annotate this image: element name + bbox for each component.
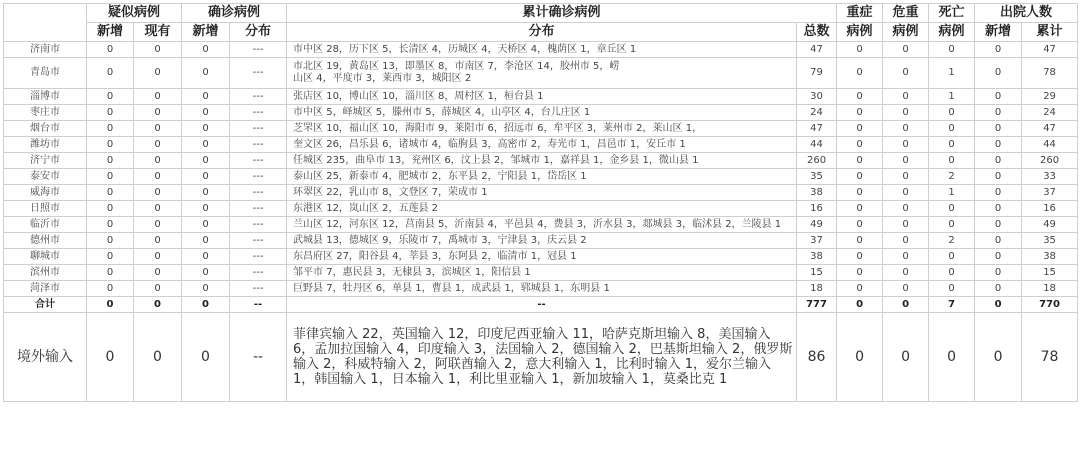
confirmed-new: 0 — [182, 89, 230, 105]
header-discharged: 出院人数 — [975, 4, 1078, 23]
subheader-severe: 病例 — [837, 23, 883, 42]
cumulative-distribution: 市中区 5，峄城区 5，滕州市 5，薛城区 4，山亭区 4，台儿庄区 1 — [287, 105, 797, 121]
city-name: 泰安市 — [4, 169, 87, 185]
discharged-new: 0 — [975, 58, 1022, 89]
severe-count: 0 — [837, 265, 883, 281]
suspected-existing: 0 — [134, 105, 182, 121]
confirmed-new: 0 — [182, 42, 230, 58]
severe-count: 0 — [837, 89, 883, 105]
confirmed-new: 0 — [182, 153, 230, 169]
critical-count: 0 — [883, 313, 929, 402]
confirmed-distribution: --- — [230, 217, 287, 233]
discharged-cumulative: 18 — [1022, 281, 1078, 297]
suspected-existing: 0 — [134, 217, 182, 233]
critical-count: 0 — [883, 89, 929, 105]
subheader-discharged-cumulative: 累计 — [1022, 23, 1078, 42]
discharged-cumulative: 37 — [1022, 185, 1078, 201]
critical-count: 0 — [883, 121, 929, 137]
discharged-new: 0 — [975, 201, 1022, 217]
severe-count: 0 — [837, 121, 883, 137]
cumulative-distribution: 巨野县 7，牡丹区 6，单县 1，曹县 1，成武县 1，郓城县 1，东明县 1 — [287, 281, 797, 297]
confirmed-new: 0 — [182, 169, 230, 185]
confirmed-distribution: --- — [230, 105, 287, 121]
severe-count: 0 — [837, 233, 883, 249]
discharged-cumulative: 16 — [1022, 201, 1078, 217]
suspected-existing: 0 — [134, 233, 182, 249]
death-count: 2 — [929, 233, 975, 249]
confirmed-distribution: --- — [230, 281, 287, 297]
suspected-existing: 0 — [134, 42, 182, 58]
cumulative-total: 16 — [797, 201, 837, 217]
subheader-confirmed-new: 新增 — [182, 23, 230, 42]
suspected-existing: 0 — [134, 169, 182, 185]
critical-count: 0 — [883, 153, 929, 169]
table-body — [4, 42, 1078, 402]
discharged-cumulative: 770 — [1022, 297, 1078, 313]
discharged-new: 0 — [975, 121, 1022, 137]
discharged-new: 0 — [975, 169, 1022, 185]
cumulative-distribution: 市北区 19，黄岛区 13，即墨区 8，市南区 7，李沧区 14，胶州市 5，崂山区 4，平度市 3，莱西市 3，城阳区 2 — [287, 58, 797, 89]
critical-count: 0 — [883, 105, 929, 121]
suspected-new: 0 — [87, 169, 134, 185]
total-row — [4, 297, 1078, 313]
table-row — [4, 281, 1078, 297]
suspected-existing: 0 — [134, 281, 182, 297]
city-name: 临沂市 — [4, 217, 87, 233]
table-row — [4, 233, 1078, 249]
severe-count: 0 — [837, 105, 883, 121]
severe-count: 0 — [837, 185, 883, 201]
discharged-cumulative: 24 — [1022, 105, 1078, 121]
cumulative-total: 86 — [797, 313, 837, 402]
discharged-new: 0 — [975, 105, 1022, 121]
critical-count: 0 — [883, 42, 929, 58]
discharged-new: 0 — [975, 42, 1022, 58]
suspected-existing: 0 — [134, 121, 182, 137]
discharged-new: 0 — [975, 297, 1022, 313]
suspected-new: 0 — [87, 313, 134, 402]
confirmed-distribution: --- — [230, 185, 287, 201]
suspected-new: 0 — [87, 42, 134, 58]
suspected-existing: 0 — [134, 185, 182, 201]
cumulative-total: 18 — [797, 281, 837, 297]
severe-count: 0 — [837, 58, 883, 89]
confirmed-distribution: --- — [230, 169, 287, 185]
cumulative-distribution: 邹平市 7，惠民县 3，无棣县 3，滨城区 1，阳信县 1 — [287, 265, 797, 281]
cumulative-total: 38 — [797, 249, 837, 265]
confirmed-distribution: --- — [230, 249, 287, 265]
cumulative-distribution: 武城县 13，德城区 9，乐陵市 7，禹城市 3，宁津县 3，庆云县 2 — [287, 233, 797, 249]
table-row — [4, 217, 1078, 233]
cumulative-distribution: 东港区 12，岚山区 2，五莲县 2 — [287, 201, 797, 217]
suspected-new: 0 — [87, 58, 134, 89]
confirmed-distribution: --- — [230, 42, 287, 58]
death-count: 1 — [929, 185, 975, 201]
confirmed-new: 0 — [182, 297, 230, 313]
death-count: 0 — [929, 217, 975, 233]
death-count: 0 — [929, 153, 975, 169]
confirmed-new: 0 — [182, 265, 230, 281]
death-count: 0 — [929, 137, 975, 153]
cumulative-total: 37 — [797, 233, 837, 249]
severe-count: 0 — [837, 169, 883, 185]
table-row — [4, 169, 1078, 185]
critical-count: 0 — [883, 58, 929, 89]
suspected-new: 0 — [87, 137, 134, 153]
header-cumulative: 累计确诊病例 — [287, 4, 837, 23]
discharged-cumulative: 29 — [1022, 89, 1078, 105]
suspected-existing: 0 — [134, 58, 182, 89]
subheader-suspected-existing: 现有 — [134, 23, 182, 42]
suspected-new: 0 — [87, 153, 134, 169]
confirmed-distribution: --- — [230, 153, 287, 169]
city-name: 德州市 — [4, 233, 87, 249]
city-name: 聊城市 — [4, 249, 87, 265]
total-label: 合计 — [4, 297, 87, 313]
cumulative-distribution: 任城区 235，曲阜市 13，兖州区 6，汶上县 2，邹城市 1，嘉祥县 1，金乡县 1，微山县 1 — [287, 153, 797, 169]
cumulative-distribution: 兰山区 12，河东区 12，莒南县 5，沂南县 4，平邑县 4，费县 3，沂水县 3，郯城县 3，临沭县 2，兰陵县 1 — [287, 217, 797, 233]
death-count: 7 — [929, 297, 975, 313]
header-severe-top: 重症 — [837, 4, 883, 23]
cumulative-distribution: 芝罘区 10，福山区 10，海阳市 9，莱阳市 6，招远市 6，牟平区 3，莱州市 2，莱山区 1， — [287, 121, 797, 137]
table-row — [4, 137, 1078, 153]
critical-count: 0 — [883, 297, 929, 313]
suspected-new: 0 — [87, 89, 134, 105]
severe-count: 0 — [837, 201, 883, 217]
suspected-new: 0 — [87, 105, 134, 121]
critical-count: 0 — [883, 185, 929, 201]
table-row — [4, 58, 1078, 89]
suspected-new: 0 — [87, 121, 134, 137]
discharged-new: 0 — [975, 313, 1022, 402]
confirmed-new: 0 — [182, 281, 230, 297]
discharged-cumulative: 38 — [1022, 249, 1078, 265]
cumulative-distribution: 东昌府区 27，阳谷县 4，莘县 3，东阿县 2，临清市 1，冠县 1 — [287, 249, 797, 265]
cumulative-total: 777 — [797, 297, 837, 313]
suspected-new: 0 — [87, 297, 134, 313]
discharged-cumulative: 15 — [1022, 265, 1078, 281]
city-name: 枣庄市 — [4, 105, 87, 121]
city-name: 济宁市 — [4, 153, 87, 169]
city-name: 烟台市 — [4, 121, 87, 137]
city-name: 济南市 — [4, 42, 87, 58]
suspected-new: 0 — [87, 249, 134, 265]
suspected-existing: 0 — [134, 249, 182, 265]
header-critical-top: 危重 — [883, 4, 929, 23]
severe-count: 0 — [837, 137, 883, 153]
suspected-new: 0 — [87, 201, 134, 217]
confirmed-distribution: --- — [230, 121, 287, 137]
cumulative-distribution: 环翠区 22，乳山市 8，文登区 7，荣成市 1 — [287, 185, 797, 201]
cumulative-total: 38 — [797, 185, 837, 201]
cumulative-distribution: 泰山区 25，新泰市 4，肥城市 2，东平县 2，宁阳县 1，岱岳区 1 — [287, 169, 797, 185]
confirmed-distribution: --- — [230, 201, 287, 217]
death-count: 0 — [929, 281, 975, 297]
city-name: 青岛市 — [4, 58, 87, 89]
confirmed-new: 0 — [182, 233, 230, 249]
cumulative-total: 47 — [797, 121, 837, 137]
suspected-new: 0 — [87, 217, 134, 233]
death-count: 0 — [929, 201, 975, 217]
discharged-new: 0 — [975, 233, 1022, 249]
subheader-total: 总数 — [797, 23, 837, 42]
confirmed-distribution: --- — [230, 233, 287, 249]
discharged-cumulative: 44 — [1022, 137, 1078, 153]
table-row — [4, 89, 1078, 105]
subheader-death: 病例 — [929, 23, 975, 42]
suspected-existing: 0 — [134, 153, 182, 169]
death-count: 0 — [929, 313, 975, 402]
discharged-new: 0 — [975, 217, 1022, 233]
death-count: 0 — [929, 42, 975, 58]
suspected-existing: 0 — [134, 137, 182, 153]
discharged-new: 0 — [975, 89, 1022, 105]
severe-count: 0 — [837, 42, 883, 58]
suspected-new: 0 — [87, 233, 134, 249]
table-row — [4, 201, 1078, 217]
discharged-cumulative: 78 — [1022, 313, 1078, 402]
imported-row — [4, 313, 1078, 402]
corner-cell — [4, 4, 87, 42]
suspected-new: 0 — [87, 265, 134, 281]
suspected-existing: 0 — [134, 297, 182, 313]
cumulative-total: 44 — [797, 137, 837, 153]
confirmed-new: 0 — [182, 105, 230, 121]
confirmed-new: 0 — [182, 137, 230, 153]
cumulative-distribution: 张店区 10，博山区 10，淄川区 8，周村区 1，桓台县 1 — [287, 89, 797, 105]
table-row — [4, 153, 1078, 169]
discharged-new: 0 — [975, 249, 1022, 265]
confirmed-new: 0 — [182, 121, 230, 137]
discharged-new: 0 — [975, 185, 1022, 201]
suspected-new: 0 — [87, 185, 134, 201]
severe-count: 0 — [837, 281, 883, 297]
subheader-discharged-new: 新增 — [975, 23, 1022, 42]
table-row — [4, 105, 1078, 121]
discharged-cumulative: 49 — [1022, 217, 1078, 233]
confirmed-distribution: -- — [230, 297, 287, 313]
severe-count: 0 — [837, 297, 883, 313]
confirmed-distribution: --- — [230, 265, 287, 281]
imported-label: 境外输入 — [4, 313, 87, 402]
death-count: 0 — [929, 121, 975, 137]
city-name: 日照市 — [4, 201, 87, 217]
subheader-suspected-new: 新增 — [87, 23, 134, 42]
cumulative-total: 49 — [797, 217, 837, 233]
city-name: 威海市 — [4, 185, 87, 201]
death-count: 0 — [929, 265, 975, 281]
cumulative-total: 260 — [797, 153, 837, 169]
table-row — [4, 185, 1078, 201]
severe-count: 0 — [837, 217, 883, 233]
city-name: 滨州市 — [4, 265, 87, 281]
table-row — [4, 265, 1078, 281]
subheader-critical: 病例 — [883, 23, 929, 42]
critical-count: 0 — [883, 281, 929, 297]
confirmed-new: 0 — [182, 249, 230, 265]
death-count: 1 — [929, 58, 975, 89]
header-suspected: 疑似病例 — [87, 4, 182, 23]
covid-statistics-table — [3, 3, 1078, 402]
table-row — [4, 121, 1078, 137]
confirmed-new: 0 — [182, 58, 230, 89]
death-count: 1 — [929, 89, 975, 105]
death-count: 2 — [929, 169, 975, 185]
header-confirmed: 确诊病例 — [182, 4, 287, 23]
confirmed-distribution: --- — [230, 137, 287, 153]
table-row — [4, 249, 1078, 265]
severe-count: 0 — [837, 313, 883, 402]
suspected-existing: 0 — [134, 201, 182, 217]
critical-count: 0 — [883, 201, 929, 217]
cumulative-total: 15 — [797, 265, 837, 281]
confirmed-new: 0 — [182, 185, 230, 201]
cumulative-distribution: 菲律宾输入 22，英国输入 12，印度尼西亚输入 11，哈萨克斯坦输入 8，美国输入 6，孟加拉国输入 4，印度输入 3，法国输入 2，德国输入 2，巴基斯坦输入 2，俄罗斯输入 2，科威特输入 2，阿联酋输入 2，意大利输入 1，比利时输入 1，爱尔兰输入 1，韩国输入 1，日本输入 1，利比里亚输入 1，新加坡输入 1，莫桑比克 1 — [287, 313, 797, 402]
cumulative-distribution: 奎文区 26，昌乐县 6，诸城市 4，临朐县 3，高密市 2，寿光市 1，昌邑市 1，安丘市 1 — [287, 137, 797, 153]
cumulative-total: 79 — [797, 58, 837, 89]
city-name: 淄博市 — [4, 89, 87, 105]
critical-count: 0 — [883, 217, 929, 233]
discharged-new: 0 — [975, 265, 1022, 281]
discharged-cumulative: 33 — [1022, 169, 1078, 185]
critical-count: 0 — [883, 249, 929, 265]
city-name: 潍坊市 — [4, 137, 87, 153]
table-row — [4, 42, 1078, 58]
suspected-existing: 0 — [134, 89, 182, 105]
confirmed-new: 0 — [182, 217, 230, 233]
cumulative-total: 24 — [797, 105, 837, 121]
confirmed-new: 0 — [182, 313, 230, 402]
cumulative-distribution: 市中区 28，历下区 5，长清区 4，历城区 4，天桥区 4，槐荫区 1，章丘区 1 — [287, 42, 797, 58]
critical-count: 0 — [883, 169, 929, 185]
cumulative-total: 35 — [797, 169, 837, 185]
confirmed-distribution: --- — [230, 89, 287, 105]
discharged-cumulative: 47 — [1022, 121, 1078, 137]
death-count: 0 — [929, 249, 975, 265]
confirmed-distribution: --- — [230, 58, 287, 89]
cumulative-distribution: -- — [287, 297, 797, 313]
confirmed-distribution: -- — [230, 313, 287, 402]
severe-count: 0 — [837, 249, 883, 265]
cumulative-total: 30 — [797, 89, 837, 105]
critical-count: 0 — [883, 137, 929, 153]
discharged-cumulative: 260 — [1022, 153, 1078, 169]
discharged-new: 0 — [975, 281, 1022, 297]
severe-count: 0 — [837, 153, 883, 169]
discharged-cumulative: 47 — [1022, 42, 1078, 58]
confirmed-new: 0 — [182, 201, 230, 217]
discharged-new: 0 — [975, 153, 1022, 169]
critical-count: 0 — [883, 265, 929, 281]
suspected-new: 0 — [87, 281, 134, 297]
subheader-distribution: 分布 — [287, 23, 797, 42]
header-death-top: 死亡 — [929, 4, 975, 23]
city-name: 菏泽市 — [4, 281, 87, 297]
suspected-existing: 0 — [134, 265, 182, 281]
discharged-cumulative: 78 — [1022, 58, 1078, 89]
discharged-cumulative: 35 — [1022, 233, 1078, 249]
death-count: 0 — [929, 105, 975, 121]
discharged-new: 0 — [975, 137, 1022, 153]
subheader-confirmed-distribution: 分布 — [230, 23, 287, 42]
critical-count: 0 — [883, 233, 929, 249]
cumulative-total: 47 — [797, 42, 837, 58]
suspected-existing: 0 — [134, 313, 182, 402]
